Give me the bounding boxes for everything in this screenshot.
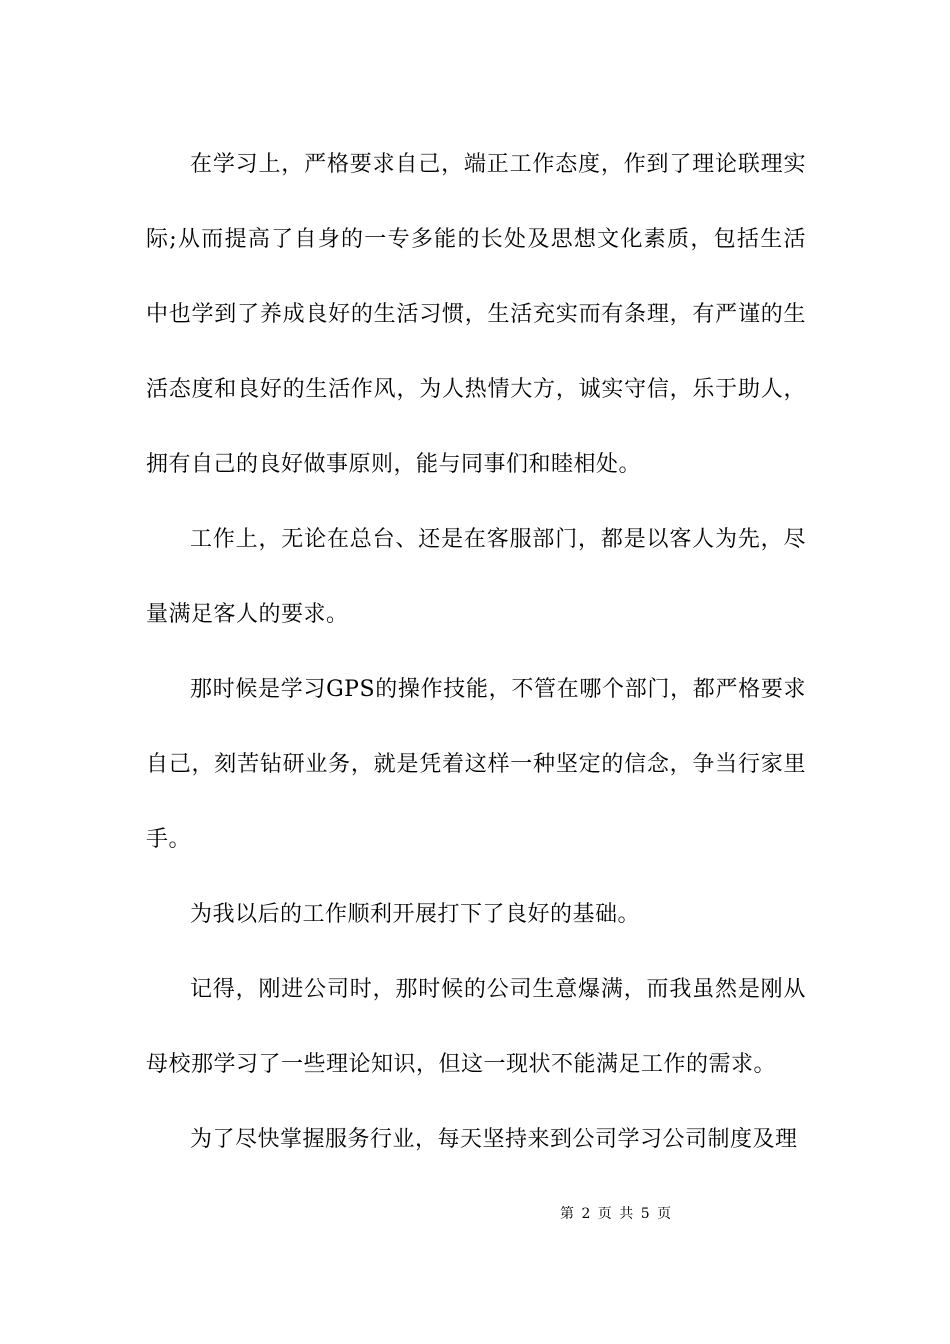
paragraph-3: 那时候是学习GPS的操作技能，不管在哪个部门，都严格要求自己，刻苦钻研业务，就是凭着这样一种坚定的信念，争当行家里手。 xyxy=(146,677,806,852)
paragraph-1: 在学习上，严格要求自己，端正工作态度，作到了理论联理实际;从而提高了自身的一专多能的长处及思想文化素质，包括生活中也学到了养成良好的生活习惯，生活充实而有条理，有严谨的生活态度和良好的生活作风，为人热情大方，诚实守信，乐于助人，拥有自己的良好做事原则，能与同事们和睦相处。 xyxy=(146,152,806,477)
paragraph-5: 记得，刚进公司时，那时候的公司生意爆满，而我虽然是刚从母校那学习了一些理论知识，但这一现状不能满足工作的需求。 xyxy=(146,977,806,1077)
page-number: 第 2 页 共 5 页 xyxy=(560,1206,672,1222)
paragraph-6: 为了尽快掌握服务行业，每天坚持来到公司学习公司制度及理 xyxy=(190,1127,798,1152)
paragraph-4: 为我以后的工作顺利开展打下了良好的基础。 xyxy=(190,902,641,927)
paragraph-2: 工作上，无论在总台、还是在客服部门，都是以客人为先，尽量满足客人的要求。 xyxy=(146,527,806,627)
document-body xyxy=(146,127,806,1177)
